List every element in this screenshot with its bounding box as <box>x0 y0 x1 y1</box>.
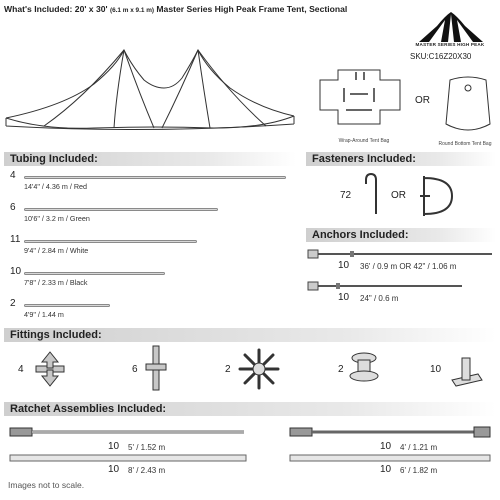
tubing-qty: 6 <box>10 202 16 213</box>
foot-plate-icon <box>448 354 484 388</box>
tubing-label: 7'8" / 2.33 m / Black <box>24 278 88 287</box>
sku-label: SKU:C16Z20X30 <box>410 52 472 61</box>
fitting-qty-3: 2 <box>225 364 231 375</box>
short-stake-icon <box>306 280 466 294</box>
cross-fitting-icon <box>144 344 168 392</box>
fitting-qty-4: 2 <box>338 364 344 375</box>
footer-note: Images not to scale. <box>8 480 85 490</box>
fitting-qty-1: 4 <box>18 364 24 375</box>
page-title <box>4 4 347 14</box>
tubing-label: 10'6" / 3.2 m / Green <box>24 214 90 223</box>
ratchet-qty-4: 10 <box>380 464 392 475</box>
ratchet-qty-1: 10 <box>108 441 120 452</box>
tubing-bar <box>24 176 286 179</box>
title-main: What's Included: 20' x 30' <box>4 4 108 14</box>
tubing-bar <box>24 208 218 211</box>
anchor-label-2: 24" / 0.6 m <box>360 294 399 303</box>
round-bag-label: Round Bottom Tent Bag <box>438 141 492 147</box>
round-bottom-bag-icon <box>440 74 496 136</box>
tubing-label: 9'4" / 2.84 m / White <box>24 246 89 255</box>
tent-illustration <box>4 44 296 136</box>
pipe-8ft-icon <box>8 452 252 464</box>
fitting-qty-2: 6 <box>132 364 138 375</box>
ratchet-label-2: 4' / 1.21 m <box>400 443 438 452</box>
brand-logo-icon <box>415 10 487 44</box>
fasteners-header: Fasteners Included: <box>306 152 496 166</box>
fastener-qty: 72 <box>340 190 352 201</box>
anchors-header: Anchors Included: <box>306 228 496 242</box>
ratchet-label-4: 6' / 1.82 m <box>400 466 438 475</box>
tubing-label: 14'4" / 4.36 m / Red <box>24 182 88 191</box>
anchor-qty-2: 10 <box>338 292 350 303</box>
peak-cap-icon <box>348 350 380 386</box>
tubing-bar <box>24 272 165 275</box>
bag-or-label: OR <box>415 95 430 106</box>
anchor-label-1: 36' / 0.9 m OR 42" / 1.06 m <box>360 262 457 271</box>
star-fitting-icon <box>236 346 282 392</box>
tubing-bar <box>24 304 110 307</box>
tubing-qty: 4 <box>10 170 16 181</box>
stake-pin-icon <box>362 172 384 218</box>
ratchet-assembly-4ft-icon <box>288 424 496 440</box>
anchor-qty-1: 10 <box>338 260 350 271</box>
fittings-header: Fittings Included: <box>4 328 496 342</box>
tubing-qty: 11 <box>10 234 21 245</box>
tubing-qty: 2 <box>10 298 16 309</box>
long-stake-icon <box>306 248 496 262</box>
tubing-bar <box>24 240 197 243</box>
title-metric: (6.1 m x 9.1 m) <box>109 7 154 14</box>
ratchet-qty-2: 10 <box>380 441 392 452</box>
ratchet-qty-3: 10 <box>108 464 120 475</box>
wrap-bag-label: Wrap-Around Tent Bag <box>338 138 390 144</box>
fastener-or-label: OR <box>391 190 406 201</box>
wrap-around-bag-icon <box>314 66 406 132</box>
title-product: Master Series High Peak Frame Tent, Sectional <box>156 4 348 14</box>
ratchet-label-1: 5' / 1.52 m <box>128 443 166 452</box>
fitting-qty-5: 10 <box>430 364 442 375</box>
ratchets-header: Ratchet Assemblies Included: <box>4 402 496 416</box>
arrow-fitting-icon <box>30 348 70 390</box>
ratchet-label-3: 8' / 2.43 m <box>128 466 166 475</box>
pipe-6ft-icon <box>288 452 496 464</box>
tubing-header: Tubing Included: <box>4 152 296 166</box>
tubing-qty: 10 <box>10 266 22 277</box>
lynch-pin-icon <box>418 174 456 218</box>
ratchet-assembly-5ft-icon <box>8 424 252 440</box>
logo-text: MASTER SERIES HIGH PEAK <box>415 42 485 47</box>
tubing-label: 4'9" / 1.44 m <box>24 310 64 319</box>
